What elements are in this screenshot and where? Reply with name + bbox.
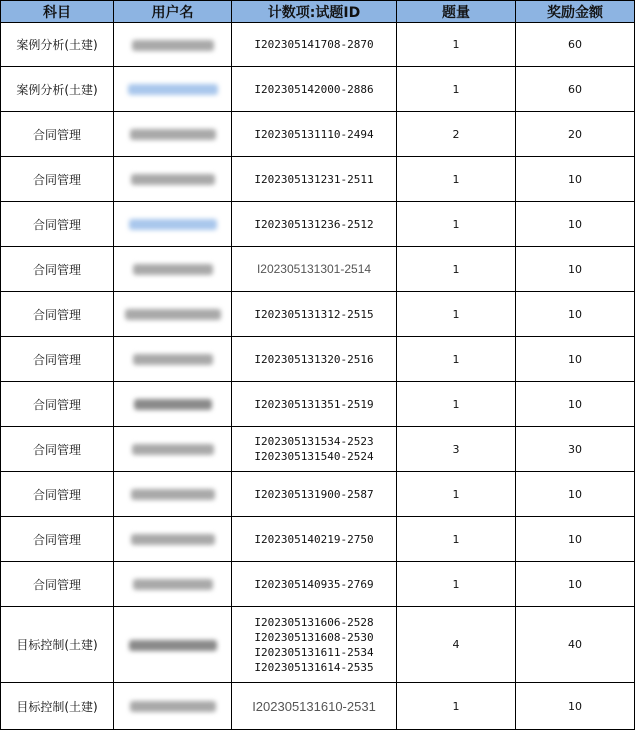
cell-subject: 合同管理 bbox=[1, 427, 114, 472]
cell-username bbox=[114, 23, 232, 67]
redacted-username bbox=[131, 174, 215, 185]
table-row bbox=[1, 157, 635, 202]
table-row bbox=[1, 683, 635, 730]
cell-reward: 40 bbox=[516, 607, 635, 683]
cell-item-id: I202305131351-2519 bbox=[232, 382, 397, 427]
cell-username bbox=[114, 427, 232, 472]
cell-subject: 合同管理 bbox=[1, 337, 114, 382]
cell-item-id: I202305131312-2515 bbox=[232, 292, 397, 337]
header-row bbox=[1, 1, 635, 23]
table-row bbox=[1, 202, 635, 247]
table-row bbox=[1, 67, 635, 112]
cell-quantity: 1 bbox=[397, 472, 516, 517]
cell-quantity: 2 bbox=[397, 112, 516, 157]
redacted-username bbox=[133, 264, 213, 275]
cell-quantity: 1 bbox=[397, 562, 516, 607]
redacted-username bbox=[129, 640, 217, 651]
cell-subject: 合同管理 bbox=[1, 292, 114, 337]
cell-username bbox=[114, 517, 232, 562]
cell-item-id: I202305131231-2511 bbox=[232, 157, 397, 202]
cell-reward: 10 bbox=[516, 562, 635, 607]
cell-username bbox=[114, 292, 232, 337]
cell-quantity: 4 bbox=[397, 607, 516, 683]
redacted-username bbox=[125, 309, 221, 320]
redacted-username bbox=[129, 219, 217, 230]
cell-quantity: 1 bbox=[397, 337, 516, 382]
cell-subject: 案例分析(土建) bbox=[1, 67, 114, 112]
redacted-username bbox=[130, 129, 216, 140]
cell-reward: 10 bbox=[516, 683, 635, 730]
cell-quantity: 1 bbox=[397, 517, 516, 562]
cell-reward: 30 bbox=[516, 427, 635, 472]
table-row bbox=[1, 247, 635, 292]
cell-username bbox=[114, 562, 232, 607]
cell-subject: 合同管理 bbox=[1, 247, 114, 292]
cell-username bbox=[114, 67, 232, 112]
header-quantity: 题量 bbox=[397, 1, 516, 23]
cell-quantity: 1 bbox=[397, 247, 516, 292]
cell-item-id: I202305131610-2531 bbox=[232, 683, 397, 730]
header-reward: 奖励金额 bbox=[516, 1, 635, 23]
cell-reward: 60 bbox=[516, 67, 635, 112]
cell-quantity: 1 bbox=[397, 67, 516, 112]
header-username: 用户名 bbox=[114, 1, 232, 23]
table-row bbox=[1, 472, 635, 517]
cell-reward: 10 bbox=[516, 382, 635, 427]
cell-reward: 10 bbox=[516, 472, 635, 517]
cell-reward: 20 bbox=[516, 112, 635, 157]
redacted-username bbox=[132, 444, 214, 455]
table-row bbox=[1, 562, 635, 607]
table-row bbox=[1, 292, 635, 337]
cell-quantity: 1 bbox=[397, 157, 516, 202]
redacted-username bbox=[131, 534, 215, 545]
cell-subject: 合同管理 bbox=[1, 472, 114, 517]
table-row bbox=[1, 517, 635, 562]
table-row bbox=[1, 337, 635, 382]
cell-subject: 合同管理 bbox=[1, 157, 114, 202]
cell-item-id: I202305142000-2886 bbox=[232, 67, 397, 112]
cell-quantity: 1 bbox=[397, 202, 516, 247]
cell-subject: 合同管理 bbox=[1, 202, 114, 247]
cell-subject: 合同管理 bbox=[1, 112, 114, 157]
header-item-id: 计数项:试题ID bbox=[232, 1, 397, 23]
cell-username bbox=[114, 382, 232, 427]
redacted-username bbox=[130, 701, 216, 712]
redacted-username bbox=[128, 84, 218, 95]
table-row bbox=[1, 112, 635, 157]
cell-reward: 60 bbox=[516, 23, 635, 67]
cell-subject: 合同管理 bbox=[1, 562, 114, 607]
cell-item-id: I202305141708-2870 bbox=[232, 23, 397, 67]
cell-username bbox=[114, 247, 232, 292]
cell-subject: 合同管理 bbox=[1, 517, 114, 562]
cell-subject: 案例分析(土建) bbox=[1, 23, 114, 67]
cell-item-id: I202305131606-2528 I202305131608-2530 I202305131611-2534 I202305131614-2535 bbox=[232, 607, 397, 683]
cell-subject: 目标控制(土建) bbox=[1, 683, 114, 730]
redacted-username bbox=[131, 489, 215, 500]
cell-quantity: 1 bbox=[397, 382, 516, 427]
cell-subject: 合同管理 bbox=[1, 382, 114, 427]
cell-item-id: I202305131110-2494 bbox=[232, 112, 397, 157]
cell-item-id: I202305131900-2587 bbox=[232, 472, 397, 517]
cell-quantity: 3 bbox=[397, 427, 516, 472]
cell-item-id: I202305131534-2523 I202305131540-2524 bbox=[232, 427, 397, 472]
header-subject: 科目 bbox=[1, 1, 114, 23]
cell-quantity: 1 bbox=[397, 292, 516, 337]
cell-reward: 10 bbox=[516, 202, 635, 247]
cell-reward: 10 bbox=[516, 517, 635, 562]
table-row bbox=[1, 382, 635, 427]
cell-item-id: I202305131301-2514 bbox=[232, 247, 397, 292]
cell-reward: 10 bbox=[516, 337, 635, 382]
cell-quantity: 1 bbox=[397, 23, 516, 67]
cell-item-id: I202305140219-2750 bbox=[232, 517, 397, 562]
cell-quantity: 1 bbox=[397, 683, 516, 730]
cell-username bbox=[114, 112, 232, 157]
redacted-username bbox=[134, 399, 212, 410]
table-row bbox=[1, 427, 635, 472]
cell-username bbox=[114, 472, 232, 517]
cell-reward: 10 bbox=[516, 157, 635, 202]
cell-subject: 目标控制(土建) bbox=[1, 607, 114, 683]
redacted-username bbox=[132, 40, 214, 51]
table-row bbox=[1, 23, 635, 67]
redacted-username bbox=[133, 579, 213, 590]
cell-item-id: I202305131236-2512 bbox=[232, 202, 397, 247]
cell-username bbox=[114, 202, 232, 247]
redacted-username bbox=[133, 354, 213, 365]
cell-username bbox=[114, 157, 232, 202]
cell-username bbox=[114, 607, 232, 683]
cell-username bbox=[114, 683, 232, 730]
cell-username bbox=[114, 337, 232, 382]
cell-reward: 10 bbox=[516, 247, 635, 292]
cell-reward: 10 bbox=[516, 292, 635, 337]
cell-item-id: I202305131320-2516 bbox=[232, 337, 397, 382]
table-row bbox=[1, 607, 635, 683]
cell-item-id: I202305140935-2769 bbox=[232, 562, 397, 607]
